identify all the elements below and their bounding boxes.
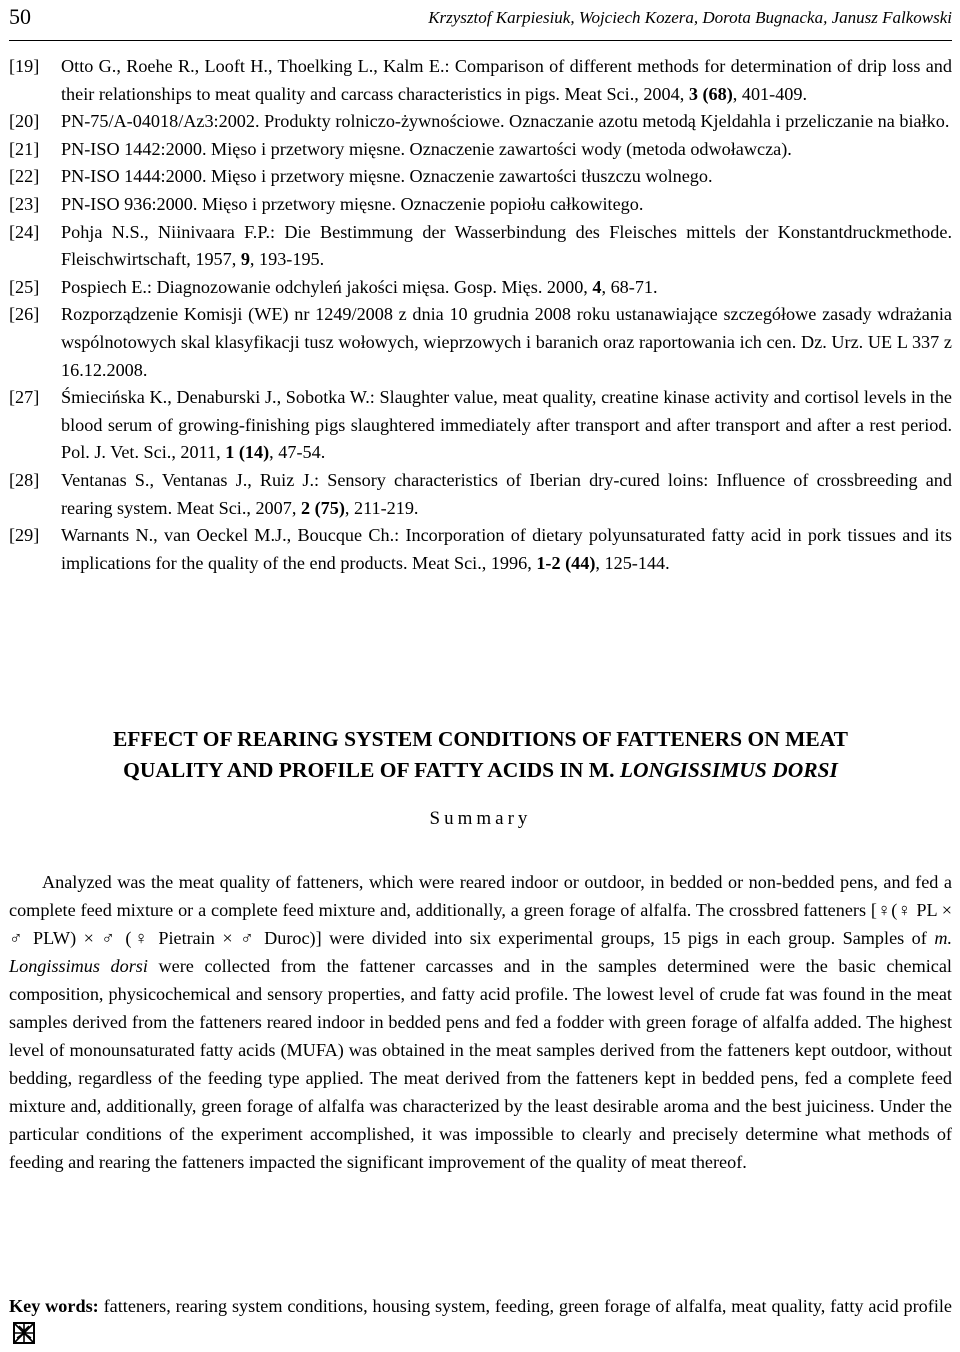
abstract-text-2: were collected from the fattener carcasses and in the samples determined were the basic chemical composition, physicochemical and sensory properties, and fatty acid profile. The lowest level of crude fat was found in the meat samples derived from the fatteners reared indoor in bedded pens and fed a fodder with green forage of alfalfa added. The highest level of monounsaturated fatty acids (MUFA) was obtained in the meat samples derived from the fatteners kept outdoor, without bedding, regardless of the feeding type applied. The meat derived from the fatteners kept in bedded pens, fed a complete feed mixture and, additionally, green forage of alfalfa was characterized by the least desirable aroma and the best juiciness. Under the particular conditions of the experiment accomplished, it was impossible to clearly and precisely determine what methods of feeding and rearing the fatteners impacted the significant improvement of the quality of meat thereof. xyxy=(9,956,952,1172)
reference-item xyxy=(9,384,952,467)
reference-part: Ventanas S., Ventanas J., Ruiz J.: Sensory characteristics of Iberian dry-cured loins: Influence of crossbreeding and rearing system. Meat Sci., 2007, xyxy=(61,469,952,518)
running-header xyxy=(9,0,952,40)
reference-bold-part: (68) xyxy=(702,83,733,104)
reference-text xyxy=(61,108,952,136)
reference-bold-part: (75) xyxy=(314,497,345,518)
abstract-italic-term: m. Longissimus dorsi xyxy=(9,928,952,976)
reference-text xyxy=(61,53,952,108)
article-title xyxy=(9,724,952,786)
reference-bold-part: 9 xyxy=(240,249,250,270)
reference-text xyxy=(61,274,952,302)
reference-item xyxy=(9,467,952,522)
reference-number: [28] xyxy=(9,469,40,490)
reference-text xyxy=(61,191,952,219)
journal-end-mark-icon xyxy=(13,1322,35,1352)
reference-number: [26] xyxy=(9,304,40,325)
reference-part: , 211-219. xyxy=(344,497,419,518)
reference-part: Śmiecińska K., Denaburski J., Sobotka W.: Slaughter value, meat quality, creatine kinase activity and cortisol levels in the blood serum of growing-finishing pigs slaughtered immediately after transport and after transport and after a rest period. Pol. J. Vet. Sci., 2011, xyxy=(61,387,952,463)
reference-text xyxy=(61,219,952,274)
reference-text xyxy=(61,163,952,191)
reference-item xyxy=(9,53,952,108)
reference-item xyxy=(9,136,952,164)
reference-part: , 47-54. xyxy=(269,442,326,463)
reference-bold-part: 1-2 xyxy=(536,552,561,573)
reference-bold-part: 1 xyxy=(225,442,235,463)
reference-item xyxy=(9,301,952,384)
reference-part: , 401-409. xyxy=(732,83,808,104)
reference-item xyxy=(9,522,952,577)
reference-number: [22] xyxy=(9,166,40,187)
reference-number: [20] xyxy=(9,111,40,132)
reference-text xyxy=(61,384,952,467)
abstract-text-1: Analyzed was the meat quality of fatteners, which were reared indoor or outdoor, in bedded or non-bedded pens, and fed a complete feed mixture or a complete feed mixture and, additionally, a green forage of alfalfa. The crossbred fatteners [♀(♀ PL × ♂ PLW) × ♂ (♀ Pietrain × ♂ Duroc)] were divided into six experimental groups, 15 pigs in each group. Samples of xyxy=(9,872,952,948)
reference-item xyxy=(9,108,952,136)
reference-number: [21] xyxy=(9,138,40,159)
reference-part: Warnants N., van Oeckel M.J., Boucque Ch.: Incorporation of dietary polyunsaturated fatty acid in pork tissues and its implications for the quality of the end products. Meat Sci., 1996, xyxy=(61,525,952,573)
summary-heading: Summary xyxy=(429,808,532,829)
reference-bold-part: 4 xyxy=(592,276,602,297)
header-rule xyxy=(9,40,952,41)
keywords-paragraph xyxy=(9,1292,952,1352)
reference-part: PN-ISO 1444:2000. Mięso i przetwory mięsne. Oznaczenie zawartości tłuszczu wolnego. xyxy=(61,166,713,187)
reference-part: Pohja N.S., Niinivaara F.P.: Die Bestimmung der Wasserbindung des Fleisches mittels der Konstantdruckmethode. Fleischwirtschaft, 1957, xyxy=(61,221,952,270)
english-title-block xyxy=(9,724,952,830)
title-line-2: QUALITY AND PROFILE OF FATTY ACIDS IN M. xyxy=(123,758,620,782)
reference-text xyxy=(61,301,952,384)
reference-part: PN-75/A-04018/Az3:2002. Produkty rolniczo-żywnościowe. Oznaczanie azotu metodą Kjeldahla i przeliczanie na białko. xyxy=(61,111,950,132)
reference-bold-part: 3 xyxy=(688,83,698,104)
reference-number: [19] xyxy=(9,56,40,76)
reference-number: [25] xyxy=(9,276,40,297)
reference-item xyxy=(9,219,952,274)
reference-item xyxy=(9,274,952,302)
reference-text xyxy=(61,467,952,522)
reference-part: , 68-71. xyxy=(601,276,658,297)
title-line-2-italic: LONGISSIMUS DORSI xyxy=(619,758,838,782)
reference-part: , 193-195. xyxy=(249,249,325,270)
abstract-paragraph xyxy=(9,868,952,1176)
reference-item xyxy=(9,163,952,191)
reference-part: PN-ISO 1442:2000. Mięso i przetwory mięsne. Oznaczenie zawartości wody (metoda odwoławcza). xyxy=(61,138,792,159)
reference-bold-part: 2 xyxy=(300,497,311,518)
reference-part: , 125-144. xyxy=(595,552,670,573)
keywords-label: Key words: xyxy=(9,1296,99,1316)
reference-number: [27] xyxy=(9,387,40,408)
reference-number: [24] xyxy=(9,221,40,242)
reference-number: [29] xyxy=(9,525,40,546)
title-line-1: EFFECT OF REARING SYSTEM CONDITIONS OF FATTENERS ON MEAT xyxy=(112,727,849,751)
reference-text xyxy=(61,522,952,577)
reference-bold-part: (14) xyxy=(238,442,270,463)
running-title: Krzysztof Karpiesiuk, Wojciech Kozera, Dorota Bugnacka, Janusz Falkowski xyxy=(428,8,952,27)
reference-part: Rozporządzenie Komisji (WE) nr 1249/2008 z dnia 10 grudnia 2008 roku ustanawiające szczegółowe zasady wdrażania wspólnotowych skal klasyfikacji tusz wołowych, wieprzowych i baranich oraz raportowania ich cen. Dz. Urz. UE L 337 z 16.12.2008. xyxy=(61,304,952,380)
reference-part: Otto G., Roehe R., Looft H., Thoelking L., Kalm E.: Comparison of different methods for determination of drip loss and their relationships to meat quality and carcass characteristics in pigs. Meat Sci., 2004, xyxy=(61,56,952,104)
reference-list xyxy=(9,53,952,577)
reference-part: Pospiech E.: Diagnozowanie odchyleń jakości mięsa. Gosp. Mięs. 2000, xyxy=(61,276,593,297)
reference-part: PN-ISO 936:2000. Mięso i przetwory mięsne. Oznaczenie popiołu całkowitego. xyxy=(61,193,644,214)
page-number: 50 xyxy=(9,4,31,29)
keywords-text: fatteners, rearing system conditions, housing system, feeding, green forage of alfalfa, meat quality, fatty acid profile xyxy=(98,1296,952,1316)
reference-number: [23] xyxy=(9,193,40,214)
reference-item xyxy=(9,191,952,219)
reference-text xyxy=(61,136,952,164)
reference-bold-part: (44) xyxy=(565,552,596,573)
